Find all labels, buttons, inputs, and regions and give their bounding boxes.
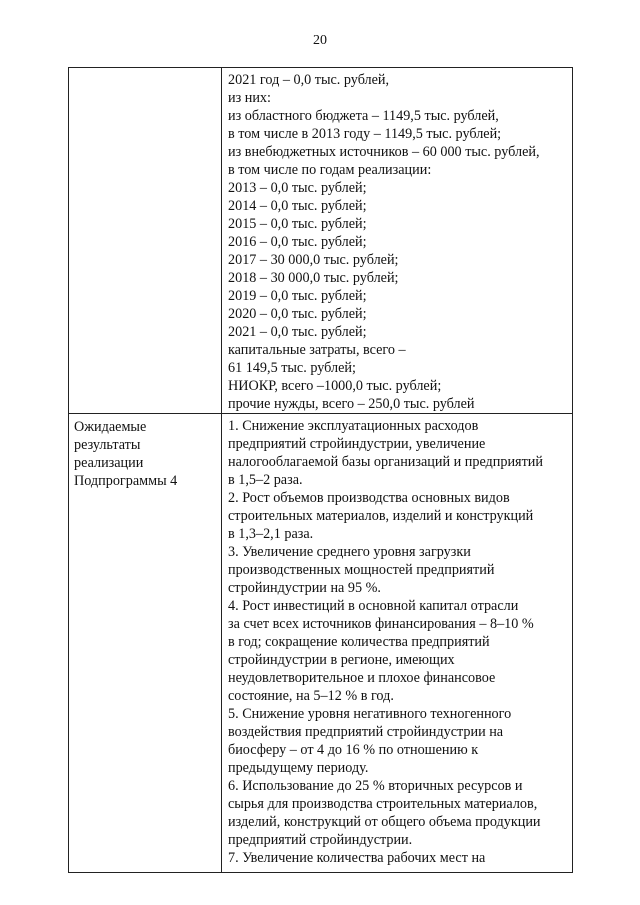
cell-results-details — [222, 414, 573, 873]
text-line: прочие нужды, всего – 250,0 тыс. рублей — [228, 396, 475, 412]
text-line: НИОКР, всего –1000,0 тыс. рублей; — [228, 378, 442, 394]
text-line: 7. Увеличение количества рабочих мест на — [228, 850, 486, 866]
text-line: 2021 – 0,0 тыс. рублей; — [228, 324, 367, 340]
text-line: 1. Снижение эксплуатационных расходов — [228, 418, 479, 434]
results-text — [222, 414, 572, 867]
text-line: строительных материалов, изделий и конструкций — [228, 508, 534, 524]
label-line: Подпрограммы 4 — [74, 473, 178, 489]
text-line: 2018 – 30 000,0 тыс. рублей; — [228, 270, 399, 286]
program-table — [68, 67, 573, 873]
text-line: 2013 – 0,0 тыс. рублей; — [228, 180, 367, 196]
results-label-text — [69, 414, 221, 490]
text-line: состояние, на 5–12 % в год. — [228, 688, 394, 704]
table-row-results — [69, 414, 573, 873]
cell-results-label — [69, 414, 222, 873]
page-number: 20 — [313, 33, 327, 48]
text-line: 2. Рост объемов производства основных видов — [228, 490, 510, 506]
cell-funding-details — [222, 68, 573, 414]
text-line: из них: — [228, 90, 271, 106]
text-line: 5. Снижение уровня негативного техногенного — [228, 706, 512, 722]
cell-left-empty — [69, 68, 222, 414]
text-line: 4. Рост инвестиций в основной капитал отрасли — [228, 598, 519, 614]
text-line: в 1,5–2 раза. — [228, 472, 303, 488]
text-line: предыдущему периоду. — [228, 760, 369, 776]
text-line: 2017 – 30 000,0 тыс. рублей; — [228, 252, 399, 268]
text-line: 2019 – 0,0 тыс. рублей; — [228, 288, 367, 304]
text-line: в год; сокращение количества предприятий — [228, 634, 490, 650]
funding-text — [222, 68, 572, 413]
text-line: 2021 год – 0,0 тыс. рублей, — [228, 72, 390, 88]
text-line: 2016 – 0,0 тыс. рублей; — [228, 234, 367, 250]
text-line: капитальные затраты, всего – — [228, 342, 406, 358]
text-line: производственных мощностей предприятий — [228, 562, 495, 578]
text-line: изделий, конструкций от общего объема продукции — [228, 814, 541, 830]
text-line: предприятий стройиндустрии, увеличение — [228, 436, 486, 452]
label-line: реализации — [74, 455, 144, 471]
text-line: 3. Увеличение среднего уровня загрузки — [228, 544, 471, 560]
text-line: биосферу – от 4 до 16 % по отношению к — [228, 742, 479, 758]
label-line: Ожидаемые — [74, 419, 147, 435]
text-line: в 1,3–2,1 раза. — [228, 526, 314, 542]
cell-left-text — [69, 68, 221, 72]
text-line: стройиндустрии на 95 %. — [228, 580, 381, 596]
text-line: налогооблагаемой базы организаций и предприятий — [228, 454, 543, 470]
label-line: результаты — [74, 437, 141, 453]
text-line: 6. Использование до 25 % вторичных ресурсов и — [228, 778, 523, 794]
table-row-funding — [69, 68, 573, 414]
text-line: в том числе по годам реализации: — [228, 162, 432, 178]
text-line: 2015 – 0,0 тыс. рублей; — [228, 216, 367, 232]
text-line: неудовлетворительное и плохое финансовое — [228, 670, 496, 686]
text-line: предприятий стройиндустрии. — [228, 832, 413, 848]
text-line: воздействия предприятий стройиндустрии на — [228, 724, 504, 740]
text-line: за счет всех источников финансирования – 8–10 % — [228, 616, 534, 632]
text-line: 2020 – 0,0 тыс. рублей; — [228, 306, 367, 322]
text-line: из областного бюджета – 1149,5 тыс. рублей, — [228, 108, 499, 124]
text-line: 2014 – 0,0 тыс. рублей; — [228, 198, 367, 214]
text-line: 61 149,5 тыс. рублей; — [228, 360, 356, 376]
text-line: сырья для производства строительных материалов, — [228, 796, 538, 812]
text-line: в том числе в 2013 году – 1149,5 тыс. рублей; — [228, 126, 502, 142]
text-line: стройиндустрии в регионе, имеющих — [228, 652, 455, 668]
text-line: из внебюджетных источников – 60 000 тыс. рублей, — [228, 144, 540, 160]
